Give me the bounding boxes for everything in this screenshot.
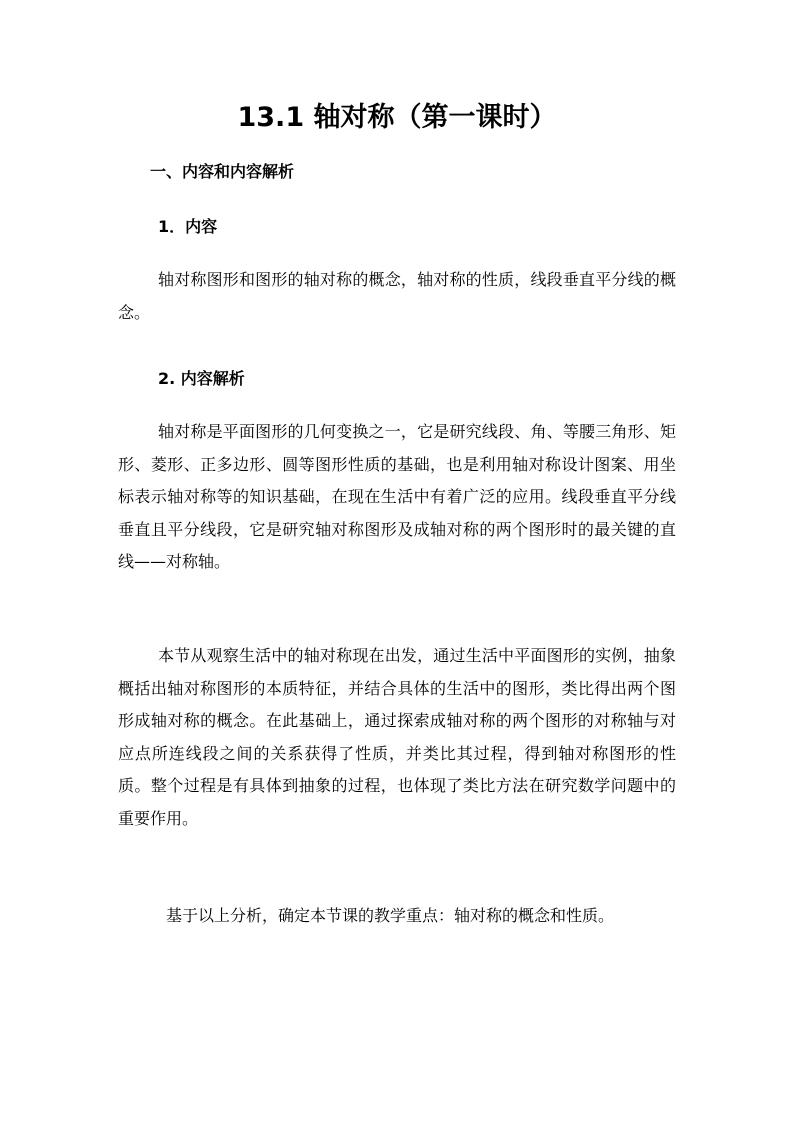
paragraph-analysis-2: 本节从观察生活中的轴对称现在出发，通过生活中平面图形的实例，抽象概括出轴对称图形的本质特征，并结合具体的生活中的图形，类比得出两个图形成轴对称的概念。在此基础上，通过探索成轴对称的两个图形的对称轴与对应点所连线段之间的关系获得了性质，并类比其过程，得到轴对称图形的性质。整个过程是有具体到抽象的过程，也体现了类比方法在研究数学问题中的重要作用。 (118, 646, 676, 828)
paragraph-content: 轴对称图形和图形的轴对称的概念，轴对称的性质，线段垂直平分线的概念。 (118, 270, 676, 322)
subheading-content-analysis: 2. 内容解析 (158, 369, 245, 388)
subheading-content: 1．内容 (158, 217, 218, 236)
page-title: 13.1 轴对称（第一课时） (237, 102, 557, 133)
paragraph-teaching-focus: 基于以上分析，确定本节课的教学重点：轴对称的概念和性质。 (166, 906, 615, 925)
paragraph-analysis-1: 轴对称是平面图形的几何变换之一，它是研究线段、角、等腰三角形、矩形、菱形、正多边形、圆等图形性质的基础，也是利用轴对称设计图案、用坐标表示轴对称等的知识基础，在现在生活中有着广泛的应用。线段垂直平分线垂直且平分线段，它是研究轴对称图形及成轴对称的两个图形时的最关键的直线——对称轴。 (118, 422, 676, 571)
section-heading-content-analysis: 一、内容和内容解析 (150, 162, 295, 181)
